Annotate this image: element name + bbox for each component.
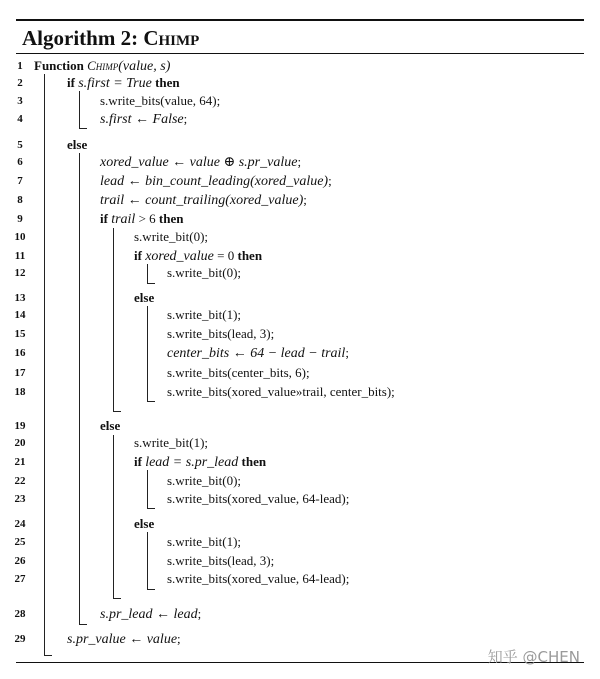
code-text: ;: [197, 606, 202, 621]
keyword: if: [100, 211, 112, 226]
code-line: [134, 516, 154, 532]
math-expression: s.first = True: [78, 76, 152, 91]
code-line: [100, 192, 307, 209]
code-line: [100, 173, 332, 190]
code-text: s.write_bits(xored_value, 64-lead);: [167, 491, 350, 506]
code-text: ;: [177, 631, 181, 646]
code-text: s.write_bits(xored_value»trail, center_bits);: [167, 384, 395, 399]
code-line: [100, 154, 301, 171]
line-number: 6: [17, 156, 23, 168]
line-number: 17: [14, 367, 26, 379]
line-number: 3: [17, 95, 23, 107]
code-line: [100, 606, 201, 623]
code-line: [134, 290, 154, 306]
keyword: then: [151, 75, 180, 90]
code-line: [134, 435, 208, 451]
line-number: 4: [17, 113, 23, 125]
code-text: s.write_bit(0);: [134, 229, 209, 244]
line-number: 13: [14, 292, 26, 304]
line-number: 23: [14, 493, 26, 505]
code-line: [100, 111, 187, 128]
code-line: [134, 229, 208, 245]
code-text: s.write_bit(0);: [167, 265, 242, 280]
line-number: 16: [14, 347, 26, 359]
code-line: [100, 418, 120, 434]
code-line: [134, 454, 266, 471]
keyword: if: [134, 248, 146, 263]
title-rule: [16, 53, 584, 54]
block-bracket: [44, 74, 45, 655]
block-bracket: [147, 470, 148, 508]
line-number: 24: [14, 518, 26, 530]
code-text: ;: [328, 173, 332, 188]
code-line: [167, 365, 310, 381]
keyword: else: [67, 137, 88, 152]
keyword: then: [234, 248, 263, 263]
code-line: [167, 491, 349, 507]
line-number: 20: [14, 437, 26, 449]
keyword: if: [134, 454, 146, 469]
code-text: s.write_bit(0);: [167, 473, 242, 488]
math-expression: trail ← count_trailing(xored_value): [100, 193, 304, 208]
block-bracket: [147, 532, 148, 589]
code-line: [167, 265, 241, 281]
code-text: ;: [303, 192, 307, 207]
code-line: [67, 75, 180, 92]
block-bracket-end: [79, 624, 87, 625]
keyword: else: [134, 290, 155, 305]
line-number: 9: [17, 213, 23, 225]
code-line: [134, 248, 262, 265]
code-text: s.write_bit(1);: [167, 534, 242, 549]
math-expression: xored_value ← value ⊕ s.pr_value: [100, 155, 298, 170]
code-text: Chimp: [87, 58, 119, 73]
algorithm-title-name: Chimp: [143, 26, 200, 50]
code-text: s.write_bits(value, 64);: [100, 93, 221, 108]
block-bracket: [147, 306, 148, 401]
code-line: [67, 631, 181, 648]
line-number: 22: [14, 475, 26, 487]
block-bracket-end: [113, 411, 121, 412]
keyword: then: [155, 211, 184, 226]
block-bracket: [113, 435, 114, 598]
math-expression: s.pr_value ← value: [67, 632, 178, 647]
block-bracket-end: [147, 401, 155, 402]
code-line: [67, 137, 87, 153]
line-number: 8: [17, 194, 23, 206]
line-number: 10: [14, 231, 26, 243]
block-bracket-end: [147, 508, 155, 509]
math-expression: s.pr_lead ← lead: [100, 607, 198, 622]
math-expression: center_bits ← 64 − lead − trail: [167, 346, 346, 361]
line-number: 15: [14, 328, 26, 340]
algorithm-title: [22, 26, 199, 51]
line-number: 12: [14, 267, 26, 279]
line-number: 5: [17, 139, 23, 151]
watermark: 知乎 @CHEN: [487, 648, 580, 666]
block-bracket-end: [44, 655, 52, 656]
code-text: s.write_bits(center_bits, 6);: [167, 365, 310, 380]
code-line: [167, 384, 395, 400]
block-bracket: [79, 153, 80, 624]
code-line: [34, 58, 170, 75]
line-number: 2: [17, 77, 23, 89]
line-number: 11: [14, 250, 26, 262]
line-number: 29: [14, 633, 26, 645]
line-number: 7: [17, 175, 23, 187]
line-number: 19: [14, 420, 26, 432]
line-number: 27: [14, 573, 26, 585]
code-text: ;: [183, 111, 188, 126]
keyword: then: [238, 454, 267, 469]
code-text: s.write_bit(1);: [167, 307, 242, 322]
code-text: ;: [345, 345, 349, 360]
code-line: [167, 571, 349, 587]
code-line: [167, 345, 349, 362]
code-text: s.write_bits(lead, 3);: [167, 326, 275, 341]
code-line: [100, 211, 183, 228]
code-line: [167, 473, 241, 489]
math-expression: (value, s): [118, 59, 171, 74]
code-text: = 0: [213, 248, 235, 263]
block-bracket: [79, 91, 80, 128]
code-text: > 6: [135, 211, 156, 226]
block-bracket-end: [79, 128, 87, 129]
code-text: s.write_bits(lead, 3);: [167, 553, 275, 568]
code-line: [167, 326, 274, 342]
block-bracket: [113, 228, 114, 411]
code-line: [167, 534, 241, 550]
block-bracket-end: [113, 598, 121, 599]
math-expression: lead ← bin_count_leading(xored_value): [100, 174, 329, 189]
block-bracket-end: [147, 589, 155, 590]
code-line: [100, 93, 220, 109]
block-bracket: [147, 264, 148, 283]
line-number: 18: [14, 386, 26, 398]
math-expression: s.first ← False: [100, 112, 184, 127]
code-line: [167, 553, 274, 569]
line-number: 1: [17, 60, 23, 72]
line-number: 28: [14, 608, 26, 620]
math-expression: xored_value: [145, 249, 214, 264]
keyword: if: [67, 75, 79, 90]
code-text: s.write_bit(1);: [134, 435, 209, 450]
code-text: s.write_bits(xored_value, 64-lead);: [167, 571, 350, 586]
line-number: 26: [14, 555, 26, 567]
line-number: 14: [14, 309, 26, 321]
math-expression: trail: [111, 212, 136, 227]
line-number: 21: [14, 456, 26, 468]
block-bracket-end: [147, 283, 155, 284]
code-line: [167, 307, 241, 323]
code-text: ;: [297, 154, 302, 169]
algorithm-title-prefix: Algorithm 2:: [22, 26, 139, 50]
top-rule: [16, 19, 584, 21]
keyword: else: [134, 516, 155, 531]
math-expression: lead = s.pr_lead: [145, 455, 239, 470]
keyword: Function: [34, 58, 88, 73]
keyword: else: [100, 418, 121, 433]
line-number: 25: [14, 536, 26, 548]
